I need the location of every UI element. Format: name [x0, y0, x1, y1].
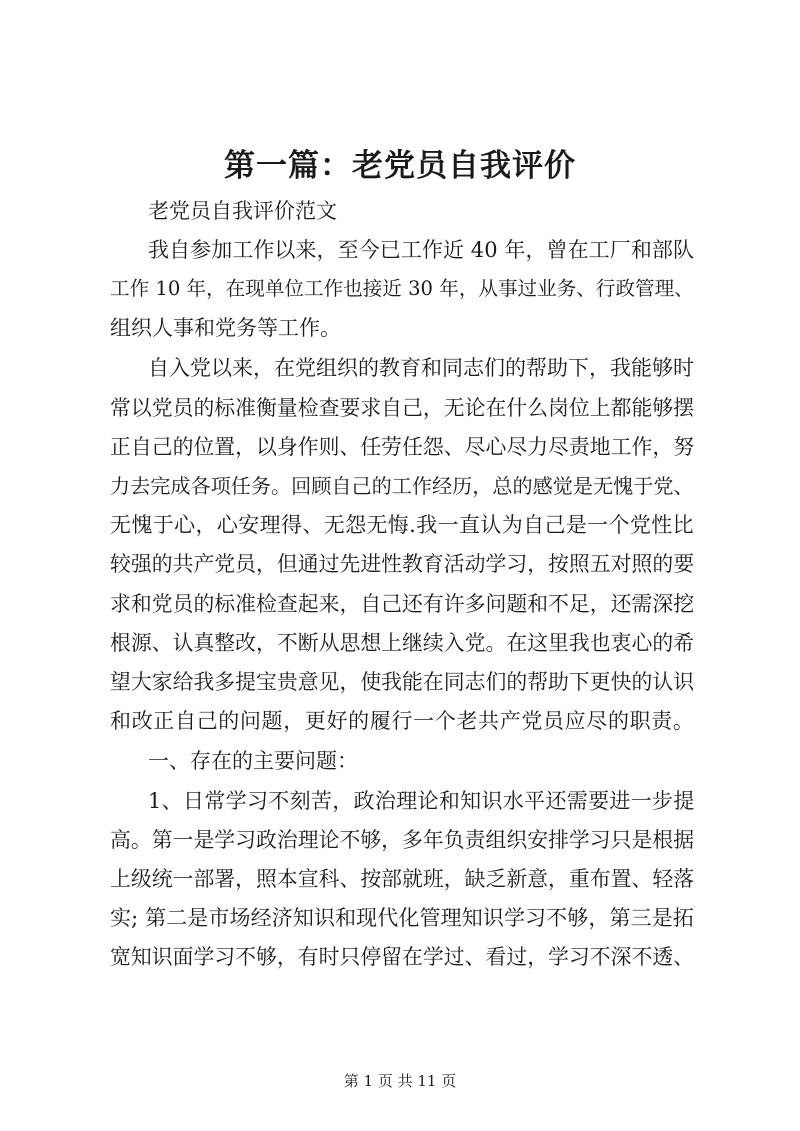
body-line: 工作 10 年，在现单位工作也接近 30 年，从事过业务、行政管理、 — [110, 277, 694, 300]
body-line: 根源、认真整改，不断从思想上继续入党。在这里我也衷心的希 — [110, 631, 695, 655]
body-line: 1、日常学习不刻苦，政治理论和知识水平还需要进一步提 — [148, 789, 695, 813]
body-line: 实; 第二是市场经济知识和现代化管理知识学习不够，第三是拓 — [110, 906, 694, 930]
page-number-footer: 第 1 页 共 11 页 — [343, 1072, 457, 1090]
body-line: 高。第一是学习政治理论不够，多年负责组织安排学习只是根据 — [110, 828, 695, 852]
body-line: 上级统一部署，照本宣科、按部就班，缺乏新意，重布置、轻落 — [110, 867, 695, 891]
document-title: 第一篇：老党员自我评价 — [224, 148, 576, 184]
body-line: 我自参加工作以来，至今已工作近 40 年，曾在工厂和部队 — [148, 238, 695, 262]
body-line: 和改正自己的问题，更好的履行一个老共产党员应尽的职责。 — [110, 709, 695, 733]
body-line: 正自己的位置，以身作则、任劳任怨、尽心尽力尽责地工作，努 — [110, 435, 695, 459]
body-line: 宽知识面学习不够，有时只停留在学过、看过，学习不深不透、 — [110, 945, 695, 969]
body-line: 老党员自我评价范文 — [148, 199, 337, 223]
body-line: 组织人事和党务等工作。 — [110, 316, 341, 340]
body-line: 力去完成各项任务。回顾自己的工作经历，总的感觉是无愧于党、 — [110, 474, 694, 498]
section-heading: 一、存在的主要问题： — [148, 749, 358, 773]
body-line: 自入党以来，在党组织的教育和同志们的帮助下，我能够时 — [148, 356, 694, 380]
body-line: 常以党员的标准衡量检查要求自己，无论在什么岗位上都能够摆 — [110, 396, 695, 420]
body-line: 望大家给我多提宝贵意见，使我能在同志们的帮助下更快的认识 — [110, 670, 695, 694]
body-line: 较强的共产党员，但通过先进性教育活动学习，按照五对照的要 — [110, 552, 695, 576]
body-line: 无愧于心，心安理得、无怨无悔.我一直认为自己是一个党性比 — [110, 513, 695, 537]
body-line: 求和党员的标准检查起来，自己还有许多问题和不足，还需深挖 — [110, 592, 695, 616]
